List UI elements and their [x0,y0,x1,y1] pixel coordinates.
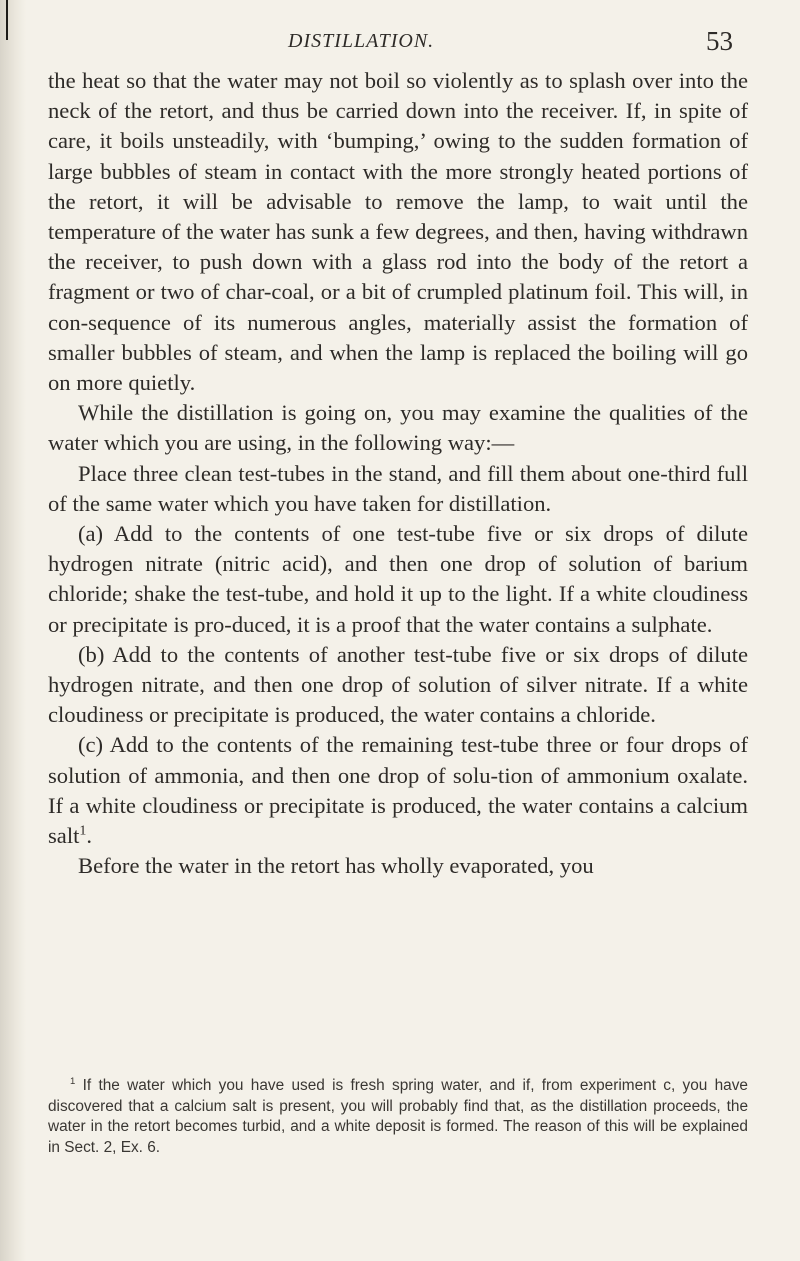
footnote-reference: 1 [79,823,87,839]
test-c-text: Add to the contents of the remaining test-tube three or four drops of solution of ammonia, and then one drop of solu-tion of ammonium oxalate. If a white cloudiness or precipitate is produced, the water contains a calcium salt [48,732,748,849]
test-a-label: (a) [78,521,104,547]
footnote-paragraph [48,1076,748,1158]
test-b-text: Add to the contents of another test-tube five or six drops of dilute hydrogen nitrate, and then one drop of solution of silver nitrate. If a white cloudiness or precipitate is produced, the water contains a chloride. [48,641,748,728]
body-text [48,66,748,881]
test-c-end: . [86,823,93,849]
test-c-label: (c) [78,732,104,758]
footnote [48,1076,748,1158]
paragraph-test-b [48,640,748,731]
running-head [0,26,800,56]
footnote-text: If the water which you have used is fresh spring water, and if, from experiment c, you have discovered that a calcium salt is present, you will probably find that, as the distillation proceeds, the water in the retort becomes turbid, and a white deposit is formed. The reason of this will be explained in Sect. 2, Ex. 6. [48,1077,748,1156]
paragraph-test-a [48,519,748,640]
paragraph-examine-water: While the distillation is going on, you may examine the qualities of the water which you are using, in the following way:— [48,400,748,456]
test-b-label: (b) [78,641,105,667]
page-number: 53 [706,26,733,56]
paragraph-test-tubes: Place three clean test-tubes in the stand, and fill them about one-third full of the same water which you have taken for distillation. [48,460,748,516]
paragraph-boiling: the heat so that the water may not boil so violently as to splash over into the neck of the retort, and thus be carried down into the receiver. If, in spite of care, it boils unsteadily, with ‘bumping,’ owing to the sudden formation of large bubbles of steam in contact with the more strongly heated portions of the retort, it will be advisable to remove the lamp, to wait until the temperature of the water has sunk a few degrees, and then, having withdrawn the receiver, to push down with a glass rod into the body of the retort a fragment or two of char-coal, or a bit of crumpled platinum foil. This will, in con-sequence of its numerous angles, materially assist the formation of smaller bubbles of steam, and when the lamp is replaced the boiling will go on more quietly. [48,68,748,396]
paragraph-test-c [48,730,748,851]
footnote-marker: 1 [70,1075,76,1087]
paragraph-evaporation: Before the water in the retort has wholly evaporated, you [78,853,594,879]
running-title: DISTILLATION. [288,30,435,52]
test-a-text: Add to the contents of one test-tube five or six drops of dilute hydrogen nitrate (nitric acid), and then one drop of solution of barium chloride; shake the test-tube, and hold it up to the light. If a white cloudiness or precipitate is pro-duced, it is a proof that the water contains a sulphate. [48,521,748,637]
page-gutter-shadow [0,0,26,1261]
